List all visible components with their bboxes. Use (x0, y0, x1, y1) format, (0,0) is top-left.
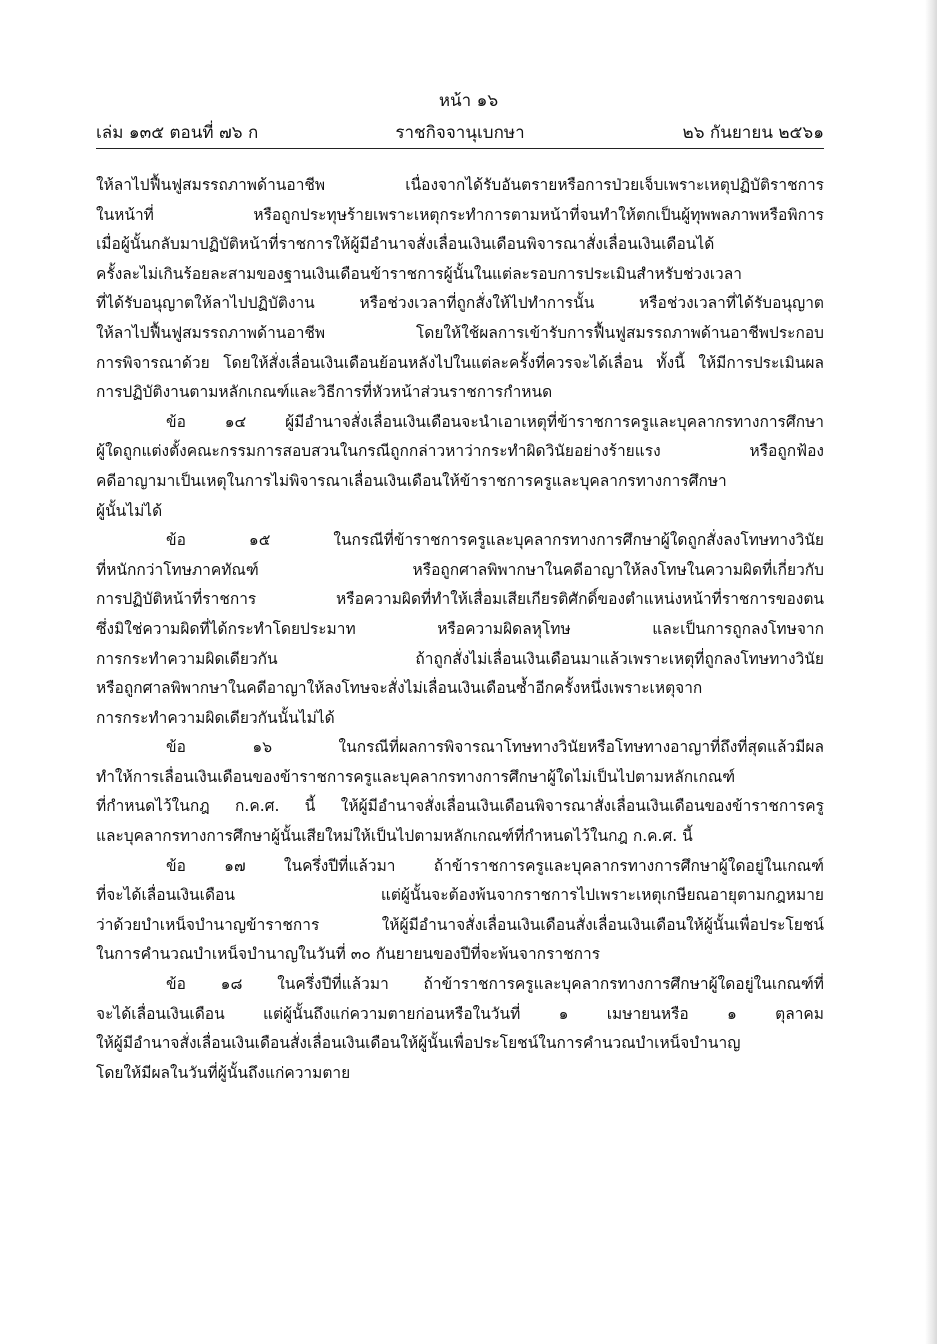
page-edge-shadow (925, 0, 937, 1344)
text-line: ข้อ ๑๕ ในกรณีที่ข้าราชการครูและบุคลากรทางการศึกษาผู้ใดถูกสั่งลงโทษทางวินัย (166, 531, 824, 550)
volume-issue: เล่ม ๑๓๕ ตอนที่ ๗๖ ก (96, 123, 259, 143)
text-line: ข้อ ๑๔ ผู้มีอำนาจสั่งเลื่อนเงินเดือนจะนำเอาเหตุที่ข้าราชการครูและบุคลากรทางการศึกษา (166, 412, 824, 431)
text-line: การปฏิบัติหน้าที่ราชการ หรือความผิดที่ทำให้เสื่อมเสียเกียรติศักดิ์ของตำแหน่งหน้าที่ราชการของตน (96, 590, 824, 609)
text-line: การปฏิบัติงานตามหลักเกณฑ์และวิธีการที่หัวหน้าส่วนราชการกำหนด (96, 383, 553, 402)
text-line: จะได้เลื่อนเงินเดือน แต่ผู้นั้นถึงแก่ความตายก่อนหรือในวันที่ ๑ เมษายนหรือ ๑ ตุลาคม (96, 1004, 824, 1023)
text-line: ข้อ ๑๗ ในครึ่งปีที่แล้วมา ถ้าข้าราชการครูและบุคลากรทางการศึกษาผู้ใดอยู่ในเกณฑ์ (166, 856, 824, 875)
text-line: และบุคลากรทางการศึกษาผู้นั้นเสียใหม่ให้เป็นไปตามหลักเกณฑ์ที่กำหนดไว้ในกฎ ก.ค.ศ. นี้ (96, 827, 693, 846)
text-line: การกระทำความผิดเดียวกัน ถ้าถูกสั่งไม่เลื่อนเงินเดือนมาแล้วเพราะเหตุที่ถูกลงโทษทางวินัย (96, 649, 824, 668)
text-line: ในหน้าที่ หรือถูกประทุษร้ายเพราะเหตุกระทำการตามหน้าที่จนทำให้ตกเป็นผู้ทุพพลภาพหรือพิการ (96, 205, 824, 224)
text-line: การพิจารณาด้วย โดยให้สั่งเลื่อนเงินเดือนย้อนหลังไปในแต่ละครั้งที่ควรจะได้เลื่อน ทั้งนี้ ให้มีการประเมินผล (96, 353, 824, 372)
text-line: ที่กำหนดไว้ในกฎ ก.ค.ศ. นี้ ให้ผู้มีอำนาจสั่งเลื่อนเงินเดือนพิจารณาสั่งเลื่อนเงินเดือนของข้าราชการครู (96, 797, 824, 816)
text-line: ข้อ ๑๖ ในกรณีที่ผลการพิจารณาโทษทางวินัยหรือโทษทางอาญาที่ถึงที่สุดแล้วมีผล (166, 738, 824, 757)
text-line: ให้ลาไปฟื้นฟูสมรรถภาพด้านอาชีพ โดยให้ใช้ผลการเข้ารับการฟื้นฟูสมรรถภาพด้านอาชีพประกอบ (96, 323, 824, 342)
text-line: การกระทำความผิดเดียวกันนั้นไม่ได้ (96, 708, 335, 727)
text-line: ข้อ ๑๘ ในครึ่งปีที่แล้วมา ถ้าข้าราชการครูและบุคลากรทางการศึกษาผู้ใดอยู่ในเกณฑ์ที่ (166, 975, 824, 994)
text-line: ผู้ใดถูกแต่งตั้งคณะกรรมการสอบสวนในกรณีถูกกล่าวหาว่ากระทำผิดวินัยอย่างร้ายแรง หรือถูกฟ้อง (96, 442, 824, 461)
publication-date: ๒๖ กันยายน ๒๕๖๑ (682, 123, 824, 143)
text-line: ในการคำนวณบำเหน็จบำนาญในวันที่ ๓๐ กันยายนของปีที่จะพ้นจากราชการ (96, 945, 601, 964)
running-header (96, 121, 824, 145)
text-line: หรือถูกศาลพิพากษาในคดีอาญาให้ลงโทษจะสั่งไม่เลื่อนเงินเดือนซ้ำอีกครั้งหนึ่งเพราะเหตุจาก (96, 679, 703, 698)
text-line: ให้ผู้มีอำนาจสั่งเลื่อนเงินเดือนสั่งเลื่อนเงินเดือนให้ผู้นั้นเพื่อประโยชน์ในการคำนวณบำเหน็จบำนาญ (96, 1034, 741, 1053)
publication-title: ราชกิจจานุเบกษา (395, 123, 525, 143)
text-line: ครั้งละไม่เกินร้อยละสามของฐานเงินเดือนข้าราชการผู้นั้นในแต่ละรอบการประเมินสำหรับช่วงเวลา (96, 264, 742, 283)
body-text (96, 171, 824, 1088)
text-line: ให้ลาไปฟื้นฟูสมรรถภาพด้านอาชีพ เนื่องจากได้รับอันตรายหรือการป่วยเจ็บเพราะเหตุปฏิบัติราชการ (96, 176, 824, 194)
text-line: โดยให้มีผลในวันที่ผู้นั้นถึงแก่ความตาย (96, 1063, 351, 1082)
page-number: หน้า ๑๖ (438, 91, 499, 111)
text-line: ที่จะได้เลื่อนเงินเดือน แต่ผู้นั้นจะต้องพ้นจากราชการไปเพราะเหตุเกษียณอายุตามกฎหมาย (96, 886, 824, 905)
text-line: ว่าด้วยบำเหน็จบำนาญข้าราชการ ให้ผู้มีอำนาจสั่งเลื่อนเงินเดือนสั่งเลื่อนเงินเดือนให้ผู้นั้นเพื่อประโยชน์ (96, 915, 824, 934)
text-line: ทำให้การเลื่อนเงินเดือนของข้าราชการครูและบุคลากรทางการศึกษาผู้ใดไม่เป็นไปตามหลักเกณฑ์ (96, 767, 736, 786)
text-line: ซึ่งมิใช่ความผิดที่ได้กระทำโดยประมาท หรือความผิดลหุโทษ และเป็นการถูกลงโทษจาก (96, 619, 824, 638)
text-line: ที่ได้รับอนุญาตให้ลาไปปฏิบัติงาน หรือช่วงเวลาที่ถูกสั่งให้ไปทำการนั้น หรือช่วงเวลาที่ได้รับอนุญาต (96, 294, 824, 313)
header-divider (96, 148, 824, 149)
text-line: ผู้นั้นไม่ได้ (96, 501, 163, 520)
text-line: คดีอาญามาเป็นเหตุในการไม่พิจารณาเลื่อนเงินเดือนให้ข้าราชการครูและบุคลากรทางการศึกษา (96, 471, 727, 490)
text-line: ที่หนักกว่าโทษภาคทัณฑ์ หรือถูกศาลพิพากษาในคดีอาญาให้ลงโทษในความผิดที่เกี่ยวกับ (96, 560, 824, 579)
text-line: เมื่อผู้นั้นกลับมาปฏิบัติหน้าที่ราชการให้ผู้มีอำนาจสั่งเลื่อนเงินเดือนพิจารณาสั่งเลื่อนเงินเดือนได้ (96, 235, 715, 254)
